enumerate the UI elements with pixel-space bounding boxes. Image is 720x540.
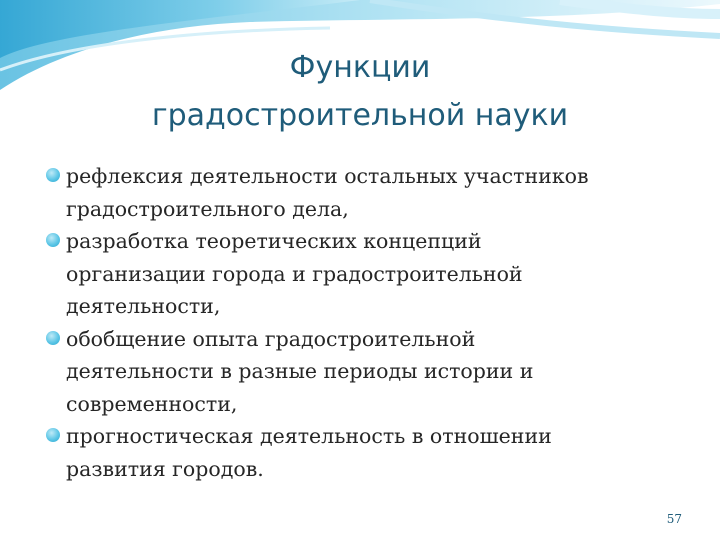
bullet-circle-icon bbox=[46, 428, 60, 442]
bullet-text-line: деятельности, bbox=[66, 294, 221, 318]
bullet-text-line: деятельности в разные периоды истории и bbox=[66, 359, 534, 383]
list-item bbox=[44, 323, 684, 421]
list-item bbox=[44, 420, 684, 485]
list-item bbox=[44, 225, 684, 323]
page-title-line: Функции bbox=[289, 50, 431, 85]
bullet-text-line: рефлексия деятельности остальных участников bbox=[66, 164, 589, 188]
slide-content bbox=[44, 160, 684, 485]
bullet-text-line: разработка теоретических концепций bbox=[66, 229, 482, 253]
bullet-text-line: организации города и градостроительной bbox=[66, 261, 523, 286]
bullet-text-line: обобщение опыта градостроительной bbox=[66, 326, 476, 351]
page-title bbox=[60, 44, 660, 140]
bullet-text-line: прогностическая деятельность в отношении bbox=[66, 424, 552, 448]
page-number: 57 bbox=[666, 512, 682, 526]
bullet-circle-icon bbox=[46, 233, 60, 247]
bullet-text-line: развития городов. bbox=[66, 456, 264, 481]
bullet-list bbox=[44, 160, 684, 485]
bullet-circle-icon bbox=[46, 168, 60, 182]
bullet-circle-icon bbox=[46, 331, 60, 345]
list-item bbox=[44, 160, 684, 225]
bullet-text-line: современности, bbox=[66, 391, 238, 416]
bullet-text-line: градостроительного дела, bbox=[66, 196, 349, 221]
page-title-line: градостроительной науки bbox=[151, 98, 569, 133]
